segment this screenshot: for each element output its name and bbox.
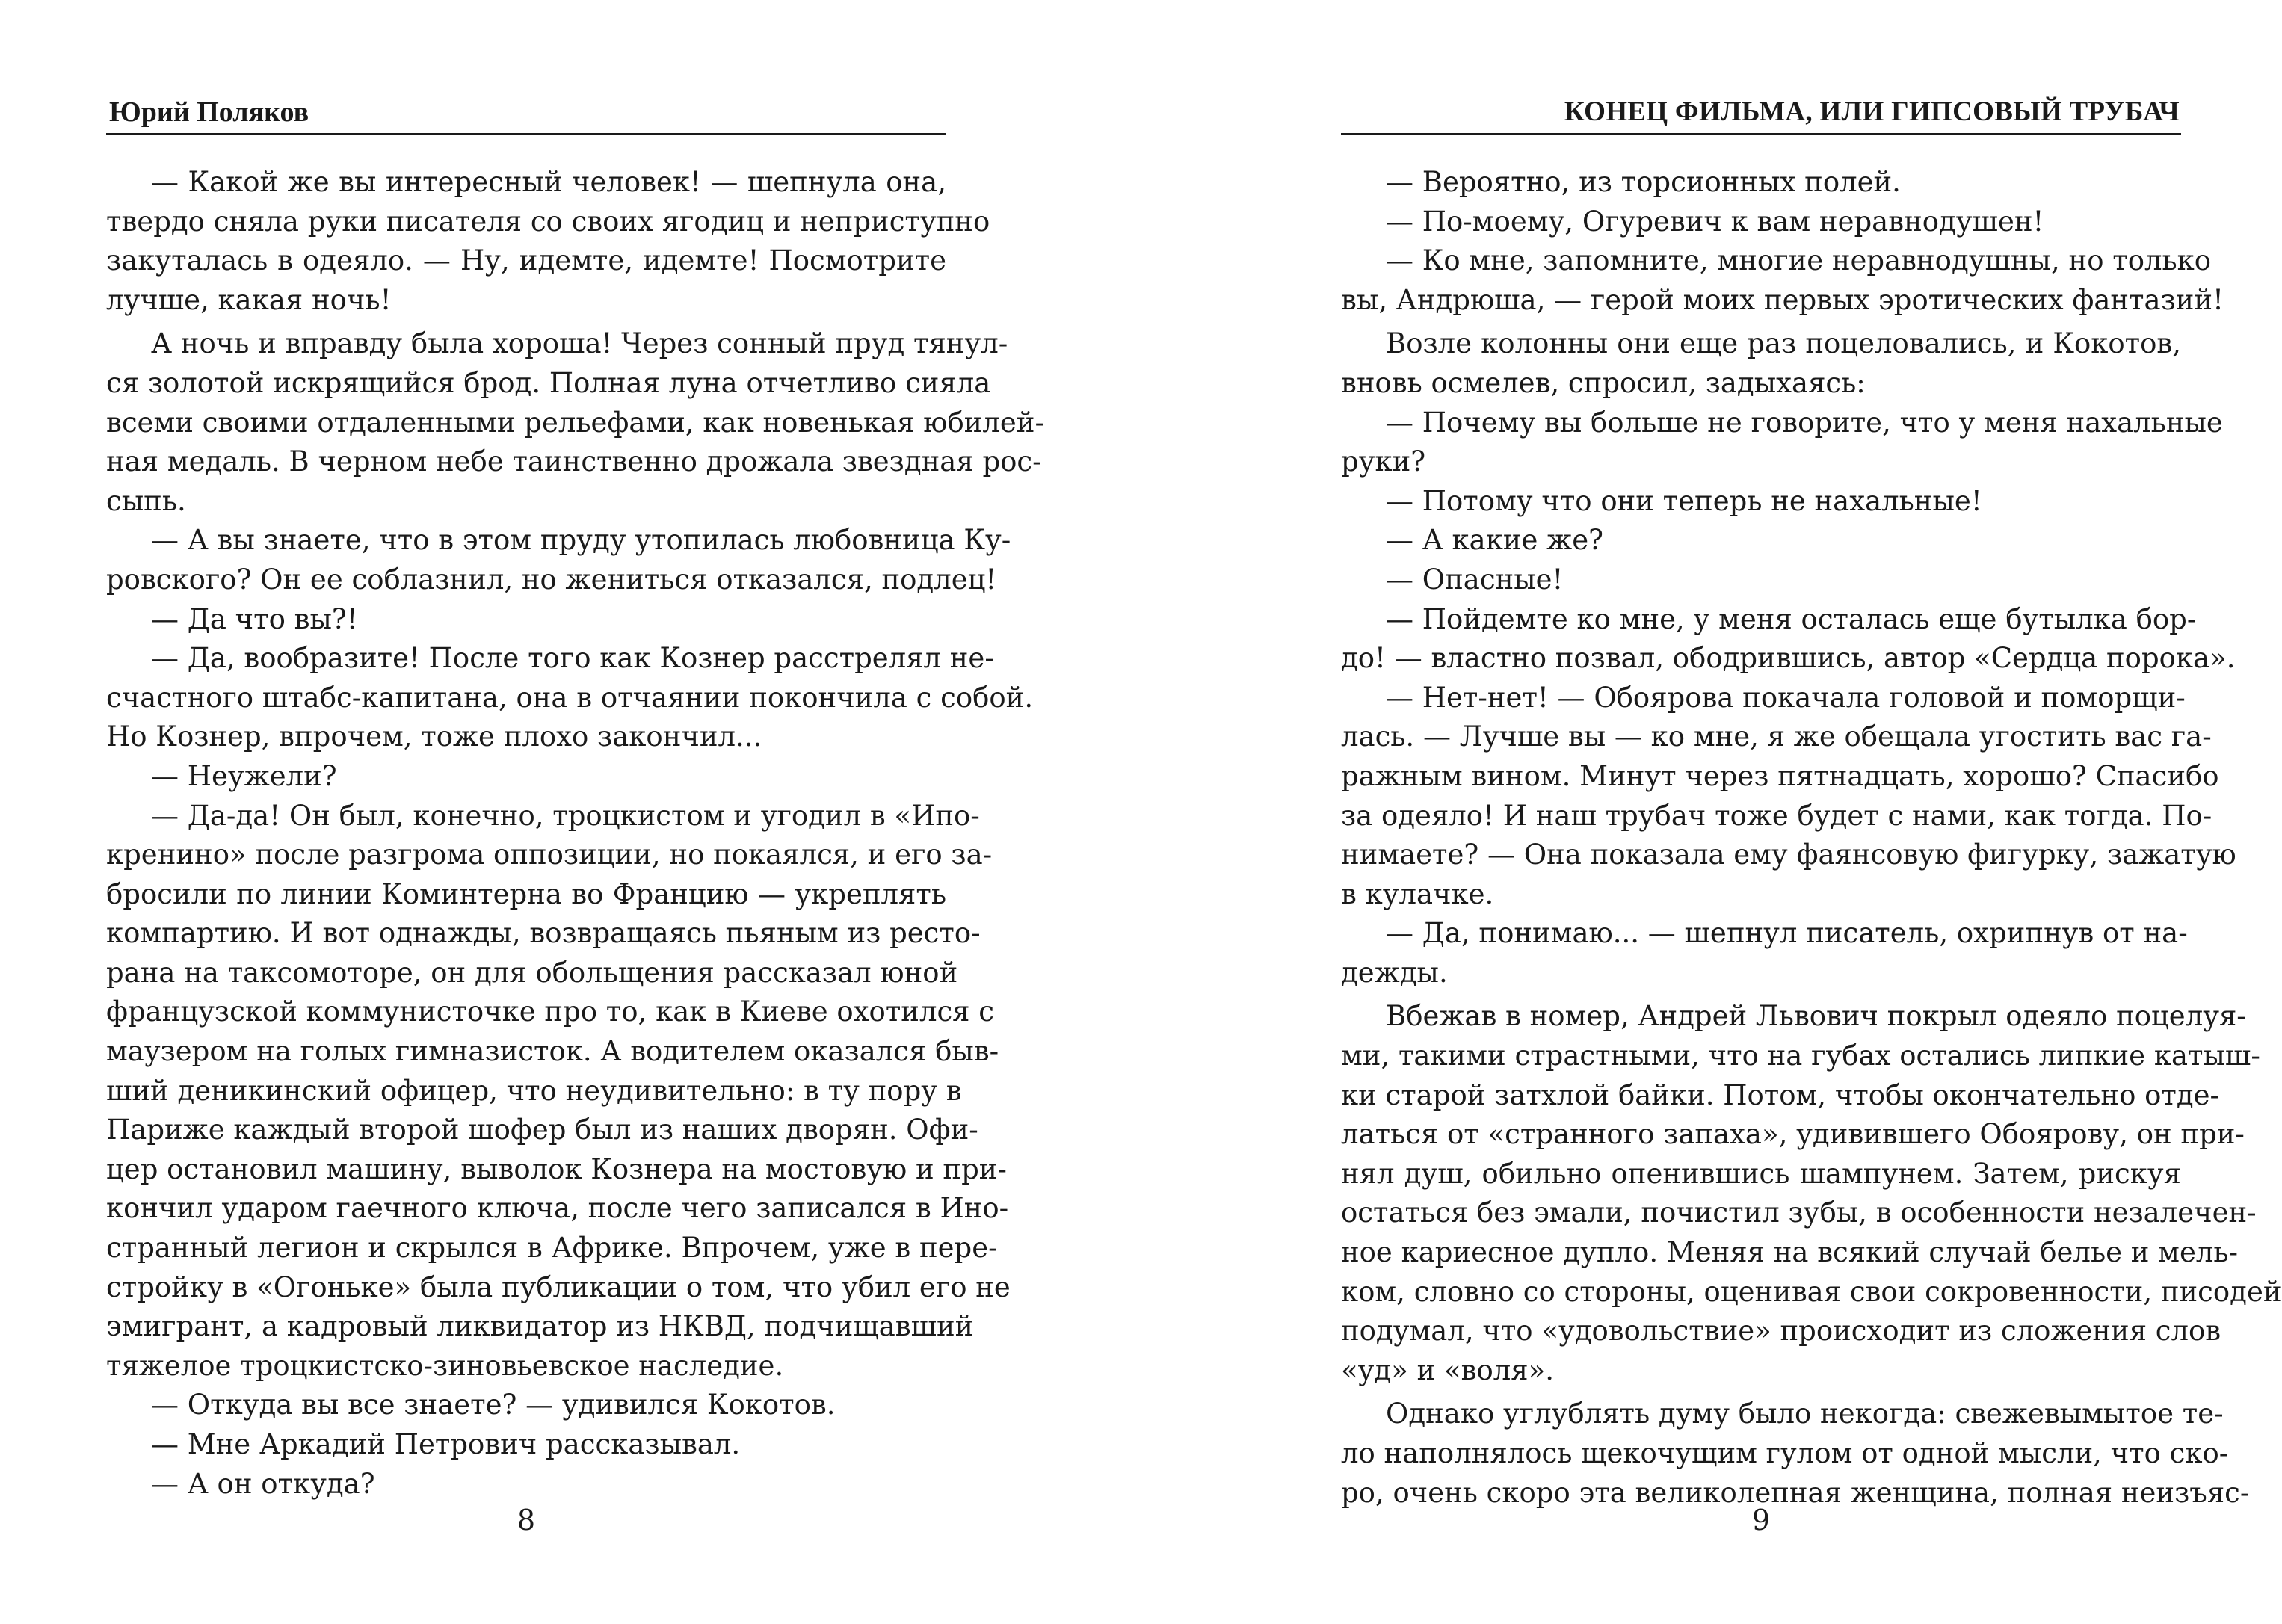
- text-line: подумал, что «удовольствие» происходит из сложения слов: [1341, 1315, 2221, 1347]
- text-line: ная медаль. В черном небе таинственно дрожала звездная рос-: [106, 445, 1042, 478]
- text-line: ки старой затхлой байки. Потом, чтобы окончательно отде-: [1341, 1078, 2220, 1111]
- text-line: Однако углублять думу было некогда: свежевымытое те-: [1386, 1398, 2224, 1430]
- text-line: Париже каждый второй шофер был из наших дворян. Офи-: [106, 1114, 978, 1146]
- text-line: — Мне Аркадий Петрович рассказывал.: [151, 1428, 741, 1460]
- page-number-left: 8: [516, 1504, 536, 1537]
- text-line: «уд» и «воля».: [1341, 1353, 1554, 1386]
- text-line: твердо сняла руки писателя со своих ягодиц и неприступно: [106, 205, 990, 238]
- text-line: ное кариесное дупло. Меняя на всякий случай белье и мель-: [1341, 1236, 2238, 1269]
- text-line: — А вы знаете, что в этом пруду утопилась любовница Ку-: [151, 524, 1011, 557]
- text-line: кончил ударом гаечного ключа, после чего записался в Ино-: [106, 1192, 1009, 1225]
- text-line: стройку в «Огоньке» была публикации о том, что убил его не: [106, 1271, 1011, 1303]
- text-line: А ночь и вправду была хороша! Через сонный пруд тянул-: [151, 327, 1008, 360]
- text-line: французской коммунисточке про то, как в Киеве охотился с: [106, 995, 995, 1028]
- text-line: ровского? Он ее соблазнил, но жениться отказался, подлец!: [106, 563, 997, 596]
- text-line: — Почему вы больше не говорите, что у меня нахальные: [1386, 406, 2223, 439]
- text-line: — Да, понимаю... — шепнул писатель, охрипнув от на-: [1386, 917, 2188, 950]
- text-line: закуталась в одеяло. — Ну, идемте, идемте! Посмотрите: [106, 244, 946, 277]
- text-line: странный легион и скрылся в Африке. Впрочем, уже в пере-: [106, 1232, 998, 1265]
- text-line: цер остановил машину, выволок Кознера на мостовую и при-: [106, 1152, 1007, 1185]
- text-line: рана на таксомоторе, он для обольщения рассказал юной: [106, 956, 958, 989]
- text-line: ражным вином. Минут через пятнадцать, хорошо? Спасибо: [1341, 759, 2219, 792]
- text-line: латься от «странного запаха», удивившего Обоярову, он при-: [1341, 1118, 2245, 1151]
- text-line: — А какие же?: [1386, 524, 1603, 557]
- text-line: бросили по линии Коминтерна во Францию — укреплять: [106, 877, 946, 910]
- left-page: [106, 0, 1044, 1624]
- text-line: тяжелое троцкистско-зиновьевское наследие.: [106, 1349, 784, 1382]
- right-running-header: [1341, 94, 2181, 135]
- text-line: за одеяло! И наш трубач тоже будет с нами, как тогда. По-: [1341, 799, 2212, 832]
- text-line: руки?: [1341, 445, 1426, 478]
- text-line: — Неужели?: [151, 759, 337, 792]
- text-line: — Откуда вы все знаете? — удивился Кокотов.: [151, 1389, 836, 1421]
- right-page: [1341, 0, 2282, 1624]
- text-line: нимаете? — Она показала ему фаянсовую фигурку, зажатую: [1341, 839, 2236, 871]
- page-number-right: 9: [1751, 1504, 1771, 1537]
- text-line: — Потому что они теперь не нахальные!: [1386, 484, 1982, 517]
- text-line: маузером на голых гимназисток. А водителем оказался быв-: [106, 1035, 999, 1068]
- author-name: Юрий Поляков: [109, 96, 309, 128]
- text-line: до! — властно позвал, ободрившись, автор «Сердца порока».: [1341, 642, 2236, 675]
- text-line: — Да, вообразите! После того как Кознер расстрелял не-: [151, 642, 994, 675]
- text-line: — Нет-нет! — Обоярова покачала головой и поморщи-: [1386, 681, 2186, 714]
- left-page-text: [106, 163, 1044, 1504]
- text-line: ло наполнялось щекочущим гулом от одной мысли, что ско-: [1341, 1437, 2229, 1469]
- text-line: кренино» после разгрома оппозиции, но покаялся, и его за-: [106, 839, 993, 871]
- text-line: Но Кознер, впрочем, тоже плохо закончил...: [106, 720, 762, 753]
- text-line: счастного штабс-капитана, она в отчаянии покончила с собой.: [106, 681, 1034, 714]
- text-line: — Да-да! Он был, конечно, троцкистом и угодил в «Ипо-: [151, 799, 980, 832]
- left-running-header: [106, 94, 946, 135]
- text-line: — По-моему, Огуревич к вам неравнодушен!: [1386, 205, 2044, 238]
- text-line: ми, такими страстными, что на губах остались липкие катыш-: [1341, 1040, 2260, 1072]
- text-line: — Вероятно, из торсионных полей.: [1386, 166, 1901, 198]
- book-title: КОНЕЦ ФИЛЬМА, ИЛИ ГИПСОВЫЙ ТРУБАЧ: [1564, 96, 2180, 127]
- text-line: остаться без эмали, почистил зубы, в особенности незалечен-: [1341, 1197, 2257, 1229]
- text-line: ся золотой искрящийся брод. Полная луна отчетливо сияла: [106, 366, 991, 399]
- text-line: компартию. И вот однажды, возвращаясь пьяным из ресто-: [106, 917, 981, 950]
- text-line: лучше, какая ночь!: [106, 283, 392, 316]
- text-line: всеми своими отдаленными рельефами, как новенькая юбилей-: [106, 406, 1044, 439]
- text-line: — Опасные!: [1386, 563, 1564, 596]
- text-line: ком, словно со стороны, оценивая свои сокровенности, писодей: [1341, 1275, 2282, 1308]
- text-line: — Пойдемте ко мне, у меня осталась еще бутылка бор-: [1386, 602, 2197, 635]
- text-line: нял душ, обильно опенившись шампунем. Затем, рискуя: [1341, 1157, 2181, 1190]
- text-line: — А он откуда?: [151, 1467, 375, 1500]
- text-line: в кулачке.: [1341, 877, 1494, 910]
- right-page-text: [1341, 163, 2282, 1513]
- text-line: вновь осмелев, спросил, задыхаясь:: [1341, 366, 1866, 399]
- text-line: Возле колонны они еще раз поцеловались, и Кокотов,: [1386, 327, 2181, 360]
- text-line: вы, Андрюша, — герой моих первых эротических фантазий!: [1341, 283, 2224, 316]
- text-line: дежды.: [1341, 956, 1448, 989]
- text-line: — Какой же вы интересный человек! — шепнула она,: [151, 166, 946, 198]
- text-line: сыпь.: [106, 484, 186, 517]
- text-line: Вбежав в номер, Андрей Львович покрыл одеяло поцелуя-: [1386, 1000, 2246, 1033]
- text-line: — Ко мне, запомните, многие неравнодушны, но только: [1386, 244, 2212, 277]
- text-line: ший деникинский офицер, что неудивительно: в ту пору в: [106, 1074, 962, 1107]
- text-line: ро, очень скоро эта великолепная женщина, полная неизъяс-: [1341, 1476, 2250, 1509]
- text-line: эмигрант, а кадровый ликвидатор из НКВД, подчищавший: [106, 1310, 974, 1343]
- text-line: лась. — Лучше вы — ко мне, я же обещала угостить вас га-: [1341, 720, 2212, 753]
- text-line: — Да что вы?!: [151, 602, 358, 635]
